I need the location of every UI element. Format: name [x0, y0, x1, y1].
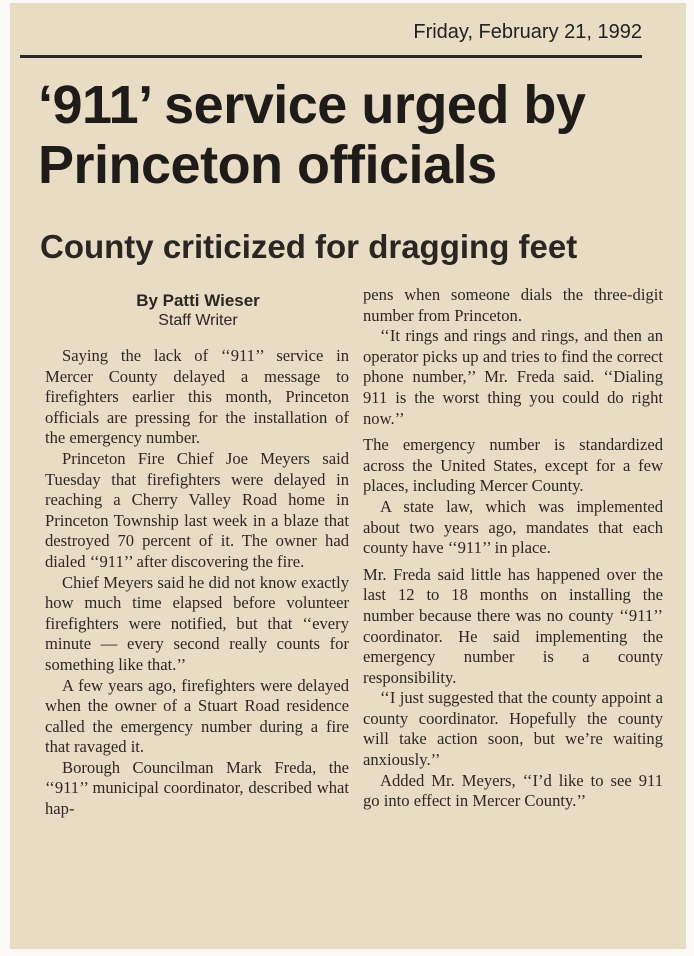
paragraph: Saying the lack of ‘‘911’’ service in Mercer County delayed a message to firefighters earlier this month, Princeton officials are pressing for the installation of the emergency number. [45, 346, 349, 448]
paragraph: A few years ago, firefighters were delayed when the owner of a Stuart Road residence called the emergency number during a fire that ravaged it. [45, 675, 349, 757]
dateline: Friday, February 21, 1992 [413, 21, 642, 43]
paragraph: The emergency number is standardized across the United States, except for a few places, including Mercer County. [363, 435, 663, 496]
paragraph: Mr. Freda said little has happened over the last 12 to 18 months on installing the number because there was no county ‘‘911’’ coordinator. He said implementing the emergency number is a county responsibility. [363, 564, 663, 687]
paragraph: Chief Meyers said he did not know exactly how much time elapsed before volunteer firefighters were notified, but that ‘‘every minute — every second really counts for something like that.’’ [45, 572, 349, 674]
headline: ‘911’ service urged by Princeton officials [38, 75, 586, 195]
paragraph: ‘‘It rings and rings and rings, and then an operator picks up and tries to find the correct phone number,’’ Mr. Freda said. ‘‘Dialing 911 is the worst thing you could do right now.’’ [363, 326, 663, 428]
paragraph: Princeton Fire Chief Joe Meyers said Tuesday that firefighters were delayed in reaching a Cherry Valley Road home in Princeton Township last week in a blaze that destroyed 70 percent of it. The owner had dialed ‘‘911’’ after discovering the fire. [45, 448, 349, 571]
article-column-1 [45, 346, 349, 820]
byline-title: Staff Writer [158, 312, 238, 329]
article-column-2 [363, 285, 663, 812]
paragraph: ‘‘I just suggested that the county appoint a county coordinator. Hopefully the county will take action soon, but we’re waiting anxiously.’’ [363, 688, 663, 770]
paragraph: Added Mr. Meyers, ‘‘I’d like to see 911 go into effect in Mercer County.’’ [363, 770, 663, 811]
newspaper-clipping [10, 3, 686, 949]
byline [48, 291, 348, 331]
paragraph: A state law, which was implemented about two years ago, mandates that each county have ‘‘911’’ in place. [363, 496, 663, 558]
paragraph: pens when someone dials the three-digit number from Princeton. [363, 285, 663, 325]
paragraph: Borough Councilman Mark Freda, the ‘‘911’’ municipal coordinator, described what hap- [45, 757, 349, 819]
byline-author: By Patti Wieser [136, 291, 260, 310]
subheadline: County criticized for dragging feet [40, 228, 578, 265]
header-rule [20, 55, 642, 58]
